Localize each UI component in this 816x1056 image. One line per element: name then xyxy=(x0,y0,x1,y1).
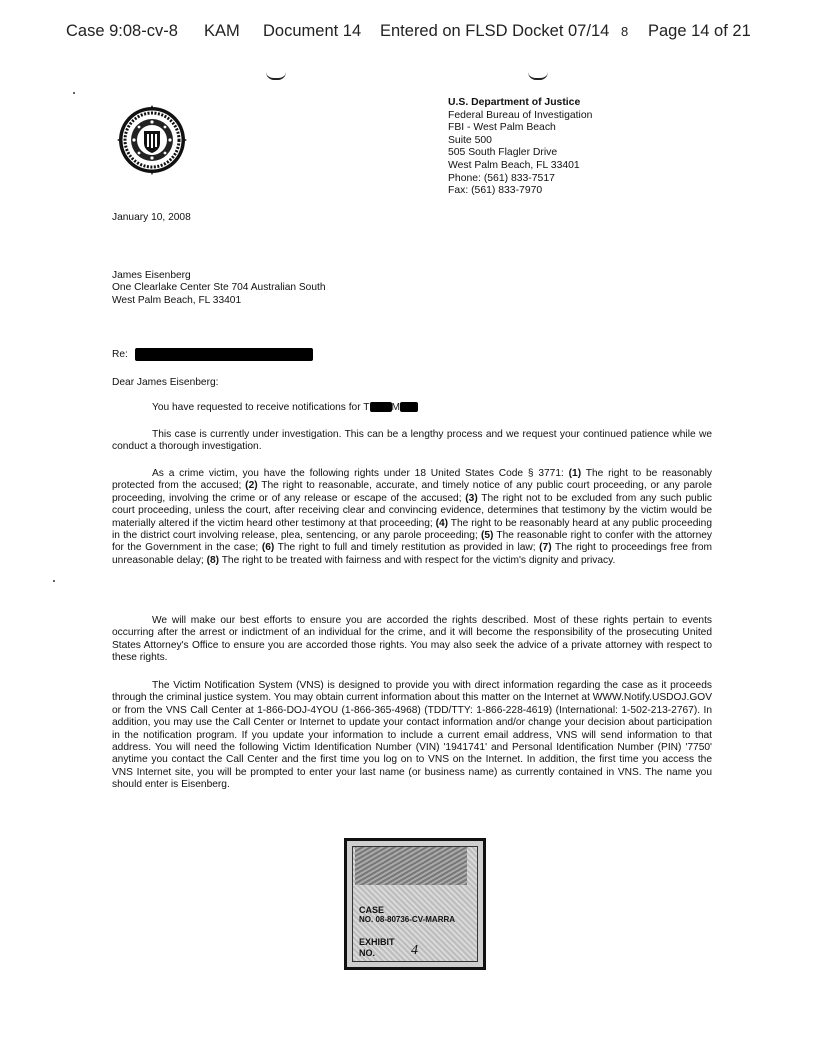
right-number: (3) xyxy=(465,492,478,504)
right-text: The right to be reasonably heard at any public proceeding in the district court involving release, plea, sentencing, or any parole proceeding; xyxy=(112,517,712,542)
right-text: The right to be reasonably protected from the accused; xyxy=(112,468,712,492)
redaction-bar xyxy=(370,402,392,412)
exhibit-case-number: NO. 08-80736-CV-MARRA xyxy=(359,915,456,924)
right-text: The right not to be excluded from any such public court proceeding, unless the court, after receiving clear and convincing evidence, determines that testimony by the victim would be materially altered if the victim heard other testimony at that proceeding; xyxy=(112,492,712,529)
paragraph-investigation xyxy=(112,429,712,454)
exhibit-label: EXHIBIT xyxy=(359,937,395,947)
exhibit-case-label: CASE xyxy=(359,905,385,915)
docket-entry: Entered on FLSD Docket 07/14 xyxy=(380,22,610,40)
agency-address-block xyxy=(448,97,768,198)
right-number: (4) xyxy=(435,517,449,529)
paragraph-best-efforts-text: We will make our best efforts to ensure you are accorded the rights described. Most of these rights pertain to events occurring after the arrest or indictment of an individual for the crime, and it will become the responsibility of the prosecuting United States Attorney's Office to ensure you are accorded those rights. You may also seek the advice of a private attorney with respect to these rights. xyxy=(112,615,712,664)
right-number: (1) xyxy=(568,468,582,479)
right-text: The reasonable right to confer with the attorney for the Government in the case; xyxy=(112,530,712,554)
salutation: Dear James Eisenberg: xyxy=(112,377,219,388)
right-text: The right to proceedings free from unreasonable delay; xyxy=(112,542,712,566)
scan-mark xyxy=(528,72,548,80)
paragraph-vns xyxy=(112,680,712,792)
re-label: Re: xyxy=(112,349,128,361)
judge-initials: KAM xyxy=(204,22,240,40)
exhibit-number: 4 xyxy=(411,943,418,958)
right-number: (6) xyxy=(261,542,275,554)
paragraph-investigation-text: This case is currently under investigation. This can be a lengthy process and we request your continued patience while we conduct a thorough investigation. xyxy=(112,429,712,453)
court-filing-header xyxy=(0,22,816,46)
exhibit-stamp xyxy=(344,838,486,970)
recipient-address-line2: West Palm Beach, FL 33401 xyxy=(112,294,242,306)
page-number: Page 14 of 21 xyxy=(648,22,751,40)
right-text: The right to be treated with fairness and with respect for the victim's dignity and privacy. xyxy=(219,554,616,566)
right-number: (7) xyxy=(539,542,552,554)
recipient-name: James Eisenberg xyxy=(112,270,191,281)
agency-department: U.S. Department of Justice xyxy=(448,97,581,108)
request-line xyxy=(112,402,712,414)
case-number: Case 9:08-cv-8 xyxy=(66,22,178,40)
scan-speck xyxy=(73,92,75,94)
recipient-block xyxy=(112,270,712,307)
redaction-bar xyxy=(400,402,418,412)
re-line xyxy=(112,348,712,362)
right-number: (8) xyxy=(206,554,220,566)
docket-date-fragment: 8 xyxy=(621,24,629,39)
redacted-initial-t: T xyxy=(363,402,370,413)
letter-date: January 10, 2008 xyxy=(112,212,191,223)
fbi-seal-logo xyxy=(116,104,188,176)
exhibit-number-label: NO. xyxy=(359,948,376,958)
agency-office: FBI - West Palm Beach xyxy=(448,122,556,134)
document-number: Document 14 xyxy=(263,22,362,40)
redacted-initial-m: M xyxy=(391,402,400,413)
right-number: (5) xyxy=(480,530,494,542)
right-text: The right to reasonable, accurate, and timely notice of any public court proceeding, or any parole proceeding, involving the crime or of any release or escape of the accused; xyxy=(112,480,712,504)
paragraph-best-efforts xyxy=(112,615,712,665)
redaction-bar xyxy=(135,348,313,361)
rights-intro: As a crime victim, you have the following rights under 18 United States Code § 3771: xyxy=(152,468,569,479)
request-text: You have requested to receive notifications for xyxy=(152,402,361,413)
agency-suite: Suite 500 xyxy=(448,134,492,146)
exhibit-stamp-header xyxy=(355,847,467,885)
right-text: The right to full and timely restitution as provided in law; xyxy=(274,542,540,554)
paragraph-victim-rights xyxy=(112,468,712,567)
agency-fax: Fax: (561) 833-7970 xyxy=(448,185,543,197)
agency-bureau: Federal Bureau of Investigation xyxy=(448,109,593,121)
recipient-address-line1: One Clearlake Center Ste 704 Australian South xyxy=(112,282,326,294)
agency-phone: Phone: (561) 833-7517 xyxy=(448,172,555,184)
right-number: (2) xyxy=(245,480,258,492)
paragraph-vns-text: The Victim Notification System (VNS) is designed to provide you with direct information regarding the case as it proceeds through the criminal justice system. You may obtain current information about this matter on the Internet at WWW.Notify.USDOJ.GOV or from the VNS Call Center at 1-866-DOJ-4YOU (1-866-365-4968) (TDD/TTY: 1-866-228-4619) (International: 1-502-213-2767). In addition, you may use the Call Center or Internet to update your contact information and/or change your decision about participation in the notification program. If you update your information to include a current email address, VNS will send information to that address. You will need the following Victim Identification Number (VIN) '1941741' and Personal Identification Number (PIN) '7750' anytime you contact the Call Center and the first time you log on to VNS on the Internet. In addition, the first time you access the VNS Internet site, you will be prompted to enter your last name (or business name) as currently contained in VNS. The name you should enter is Eisenberg. xyxy=(112,680,712,791)
agency-street: 505 South Flagler Drive xyxy=(448,147,558,159)
agency-city: West Palm Beach, FL 33401 xyxy=(448,159,580,171)
scan-speck xyxy=(53,580,55,582)
scan-mark xyxy=(266,72,286,80)
